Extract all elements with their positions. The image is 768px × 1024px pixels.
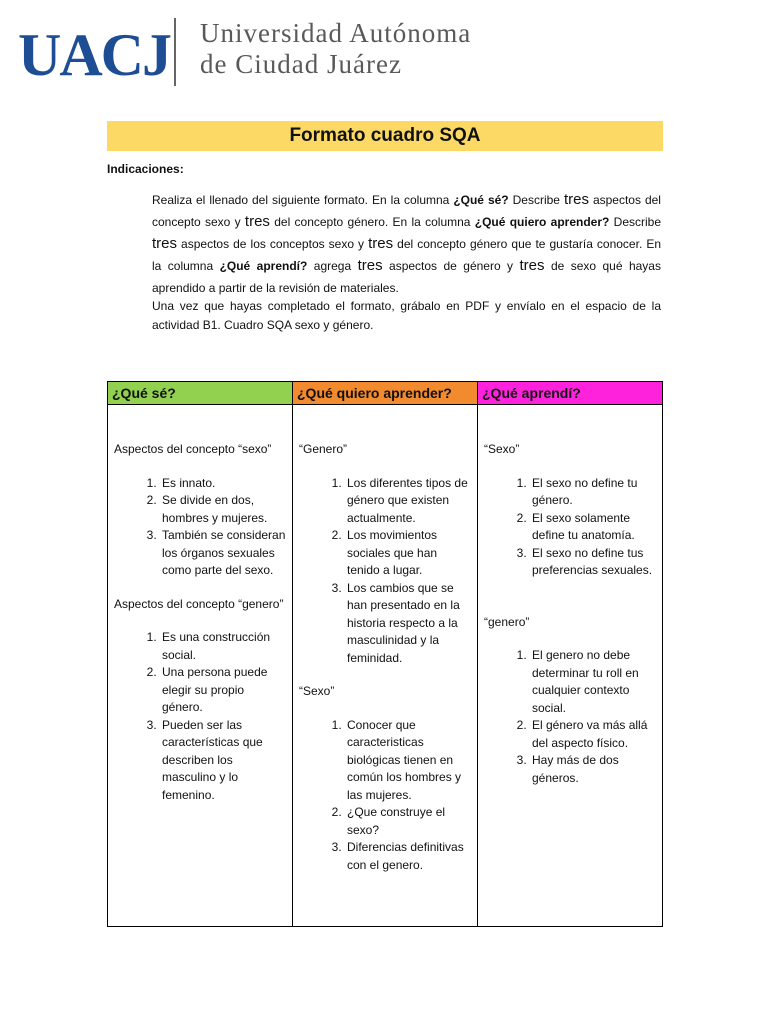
header-que-aprendi: ¿Qué aprendí? — [478, 382, 663, 405]
col3-list-genero — [484, 647, 656, 787]
header-divider — [174, 18, 176, 86]
instructions-block — [152, 189, 661, 335]
col2-heading-genero: “Genero” — [299, 442, 348, 456]
list-item: 1. El sexo no define tu género. — [530, 475, 656, 510]
list-item: 3. Diferencias definitivas con el genero. — [345, 839, 471, 874]
instructions-paragraph-2: Una vez que hayas completado el formato, grábalo en PDF y envíalo en el espacio de la actividad B1. Cuadro SQA sexo y género. — [152, 299, 661, 332]
col1-list-sexo — [114, 475, 286, 580]
list-item: 3. El sexo no define tus preferencias sexuales. — [530, 545, 656, 580]
list-item: 1. El genero no debe determinar tu roll en cualquier contexto social. — [530, 647, 656, 717]
instructions-label: Indicaciones: — [107, 162, 184, 176]
list-item: 1. Conocer que caracteristicas biológicas tienen en común los hombres y las mujeres. — [345, 717, 471, 805]
page-header — [16, 14, 756, 94]
sqa-table — [107, 381, 663, 927]
cell-que-se — [108, 405, 293, 927]
col3-heading-sexo: “Sexo” — [484, 442, 520, 456]
list-item: 3. También se consideran los órganos sexuales como parte del sexo. — [160, 527, 286, 580]
col1-heading-genero: Aspectos del concepto “genero” — [114, 596, 284, 611]
col2-heading-sexo: “Sexo” — [299, 684, 335, 698]
col1-heading-sexo: Aspectos del concepto “sexo” — [114, 442, 272, 456]
list-item: 3. Los cambios que se han presentado en la historia respecto a la masculinidad y la feminidad. — [345, 580, 471, 668]
list-item: 3. Pueden ser las características que describen los masculino y lo femenino. — [160, 717, 286, 805]
cell-que-quiero-aprender — [293, 405, 478, 927]
list-item: 2. El género va más allá del aspecto físico. — [530, 717, 656, 752]
col2-list-genero — [299, 475, 471, 668]
col3-heading-genero: “genero” — [484, 614, 530, 629]
list-item: 1. Es innato. — [160, 475, 286, 493]
university-name — [200, 18, 471, 80]
list-item: 1. Los diferentes tipos de género que existen actualmente. — [345, 475, 471, 528]
uacj-logo: UACJ — [18, 22, 170, 88]
col1-list-genero — [114, 629, 286, 804]
list-item: 2. El sexo solamente define tu anatomía. — [530, 510, 656, 545]
document-title: Formato cuadro SQA — [107, 121, 663, 151]
col2-list-sexo — [299, 717, 471, 875]
sqa-content-row — [108, 405, 663, 927]
col3-list-sexo — [484, 475, 656, 580]
list-item: 2. ¿Que construye el sexo? — [345, 804, 471, 839]
university-name-line2: de Ciudad Juárez — [200, 49, 402, 79]
header-que-quiero-aprender: ¿Qué quiero aprender? — [293, 382, 478, 405]
university-name-line1: Universidad Autónoma — [200, 18, 472, 48]
list-item: 2. Una persona puede elegir su propio género. — [160, 664, 286, 717]
list-item: 1. Es una construcción social. — [160, 629, 286, 664]
list-item: 2. Se divide en dos, hombres y mujeres. — [160, 492, 286, 527]
instructions-paragraph-1: Realiza el llenado del siguiente formato. En la columna ¿Qué sé? Describe tres aspectos del concepto sexo y tres del concepto género. En la columna ¿Qué quiero aprender? Describe tres aspectos de los conceptos sexo y tres del concepto género que te gustaría conocer. En la columna ¿Qué aprendí? agrega tres aspectos de género y tres de sexo qué hayas aprendido a partir de la revisión de materiales. — [152, 191, 662, 295]
header-que-se: ¿Qué sé? — [108, 382, 293, 405]
list-item: 3. Hay más de dos géneros. — [530, 752, 656, 787]
list-item: 2. Los movimientos sociales que han tenido a lugar. — [345, 527, 471, 580]
sqa-header-row — [108, 382, 663, 405]
cell-que-aprendi — [478, 405, 663, 927]
